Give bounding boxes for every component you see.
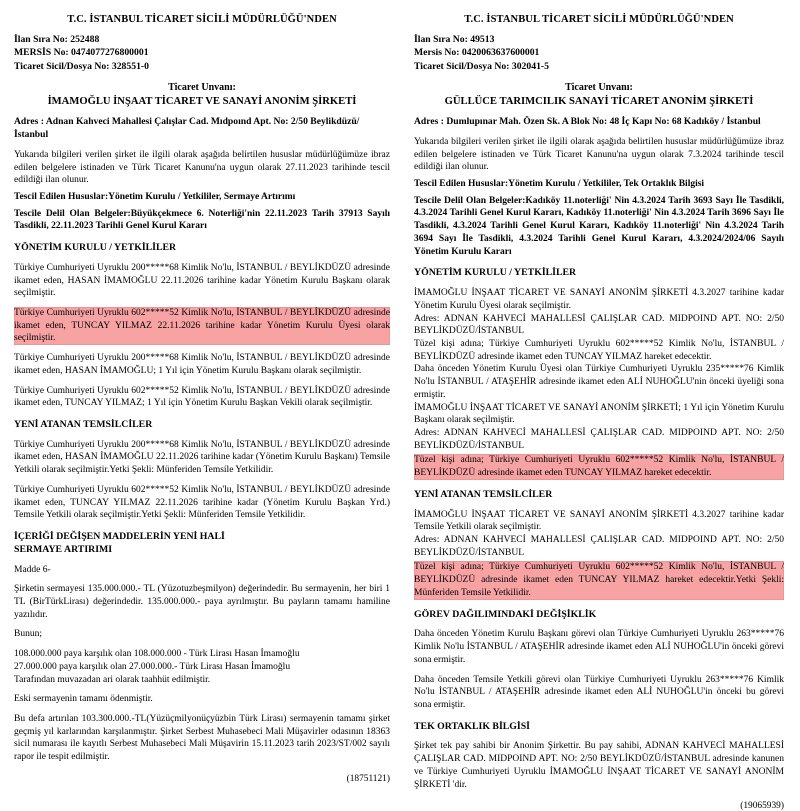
right-representatives-highlight: Tüzel kişi adına; Türkiye Cumhuriyeti Uyruklu 602*****52 Kimlik No'lu, İSTANBUL / BEYLİKDÜZÜ adresinde ikamet eden TUNCAY YILMAZ hareket edecektir.Yetki Şekli: Münferiden Temsile Yetkilidir.: [414, 562, 784, 598]
right-representatives-p2: Adres: ADNAN KAHVECİ MAHALLESİ ÇALIŞLAR CAD. MIDPOIND APT. NO: 2/50 BEYLİKDÜZÜ/İSTANBUL: [414, 535, 784, 558]
left-trade-title-value: İMAMOĞLU İNŞAAT TİCARET VE SANAYİ ANONİM ŞİRKETİ: [47, 95, 357, 107]
left-section-representatives-title: YENİ ATANAN TEMSİLCİLER: [14, 419, 153, 431]
left-trade-title-block: [14, 81, 390, 109]
left-ticaret-sicil-no: Ticaret Sicil/Dosya No: 328551-0: [14, 60, 149, 72]
left-capital-p5: Tarafından muvazadan ari olarak taahhüt edilmiştir.: [14, 674, 211, 685]
right-section-duty-change-title: GÖREV DAĞILIMINDAKİ DEĞİŞİKLİK: [414, 608, 597, 620]
right-reference-number: (19065939): [740, 801, 784, 811]
left-trade-title-label: Ticaret Unvanı:: [168, 82, 236, 94]
right-board-p1: İMAMOĞLU İNŞAAT TİCARET VE SANAYİ ANONİM ŞİRKETİ 4.3.2027 tarihine kadar Yönetim Kurulu Üyesi olarak seçilmiştir.: [414, 288, 784, 311]
right-section-sole-shareholder-title: TEK ORTAKLIK BİLGİSİ: [414, 720, 530, 732]
left-ilan-sira-no: İlan Sıra No: 252488: [14, 34, 100, 45]
right-trade-title-label: Ticaret Unvanı:: [565, 82, 633, 94]
right-section-representatives-title: YENİ ATANAN TEMSİLCİLER: [414, 488, 553, 500]
left-board-p1: Türkiye Cumhuriyeti Uyruklu 200*****68 Kimlik No'lu, İSTANBUL / BEYLİKDÜZÜ adresinde ikamet eden, HASAN İMAMOĞLU 22.11.2026 tarihine kadar Yönetim Kurulu Başkanı olarak seçilmiştir.: [14, 262, 390, 299]
right-trade-title-value: GÜLLÜCE TARIMCILIK SANAYİ TİCARET ANONİM ŞİRKETİ: [444, 95, 754, 107]
left-capital-p7: Bu defa artırılan 103.300.000.-TL(Yüzüçmilyonüçyüzbin Türk Lirası) sermayenin tamamı şirket geçmiş yıl karlarından karşılanmıştır. Şirket Serbest Muhasebeci Mali Müşavirler odasının 18363 sicil numarası ile kayıtlı Serbest Muhasebeci Mali Müşavirin 15.11.2023 tarih 2023/ST/002 sayılı rapor ile tespit edilmiştir.: [14, 714, 390, 763]
left-board-p3: Türkiye Cumhuriyeti Uyruklu 602*****52 Kimlik No'lu, İSTANBUL / BEYLİKDÜZÜ adresinde ikamet eden, TUNCAY YILMAZ; 1 Yıl için Yönetim Kurulu Başkan Vekili olarak seçilmiştir.: [14, 385, 390, 409]
left-identifiers: [14, 33, 390, 73]
left-board-p2: Türkiye Cumhuriyeti Uyruklu 200*****68 Kimlik No'lu, İSTANBUL / BEYLİKDÜZÜ adresinde ikamet eden, HASAN İMAMOĞLU; 1 Yıl için Yönetim Kurulu Başkanı olarak seçilmiştir.: [14, 353, 390, 376]
left-intro-paragraph: Yukarıda bilgileri verilen şirket ile ilgili olarak aşağıda belirtilen hususlar müdürlüğümüze ibraz edilen belgelere istinaden ve Türk Ticaret Kanunu'na uygun olarak 27.11.2023 tarihinde tescil edildiği ilan olunur.: [14, 149, 390, 186]
right-board-p3: Tüzel kişi adına; Türkiye Cumhuriyeti Uyruklu 602*****52 Kimlik No'lu, İSTANBUL / BEYLİKDÜZÜ adresinde ikamet eden TUNCAY YILMAZ hareket edecektir.: [414, 338, 784, 362]
right-board-p2: Adres: ADNAN KAHVECİ MAHALLESİ ÇALIŞLAR CAD. MIDPOIND APT. NO: 2/50 BEYLİKDÜZÜ/İSTANBUL: [414, 313, 784, 337]
left-representatives-p2: Türkiye Cumhuriyeti Uyruklu 602*****52 Kimlik No'lu, İSTANBUL / BEYLİKDÜZÜ adresinde ikamet eden, TUNCAY YILMAZ 22.11.2026 tarihine kadar (Yönetim Kurulu Başkan Yrd.) Temsile Yetkili olarak seçilmiştir.Yetki Şekli: Münferiden Temsile Yetkilidir.: [14, 484, 390, 521]
right-tescile-delil-belgeler: Tescile Delil Olan Belgeler:Kadıköy 11.noterliği' Nin 4.3.2024 Tarih 3693 Sayı İle Tasdikli, 4.3.2024 Tarihli Genel Kurul Kararı, Kadıköy 11.noterliği' Nin 4.3.2024 Tarih 3696 Sayı İle Tasdikli, 4.3.2024 Tarihli Genel Kurul Kararı, Kadıköy 11.noterliği' Nin 4.3.2024 Tarih 3694 Sayı İle Tasdikli, 4.3.2024 Tarihli Genel Kurul Kararı, 4.3.2024/2024/06 Sayılı Yönetim Kurulu Kararı: [414, 195, 784, 257]
right-notice-column: [408, 10, 784, 811]
right-duty-change-p1: Daha önceden Yönetim Kurulu Başkanı görevi olan Türkiye Cumhuriyeti Uyruklu 263*****76 Kimlik No'lu İSTANBUL / ATAŞEHİR adresinde ikamet eden ALİ NUHOĞLU'in önceki görevi sona ermiştir.: [414, 629, 784, 665]
left-capital-p4: 27.000.000 paya karşılık olan 27.000.000.- Türk Lirası Hasan İmamoğlu: [14, 661, 291, 672]
right-address: [414, 116, 784, 129]
left-address-label: Adres :: [14, 115, 44, 127]
right-intro-paragraph: Yukarıda bilgileri verilen şirket ile ilgili olarak aşağıda belirtilen hususlar müdürlüğümüze ibraz edilen belgelere istinaden ve Türk Ticaret Kanunu'na uygun olarak 7.3.2024 tarihinde tescil edildiği ilan olunur.: [414, 136, 784, 173]
right-board-highlight: Tüzel kişi adına; Türkiye Cumhuriyeti Uyruklu 602*****52 Kimlik No'lu, İSTANBUL / BEYLİKDÜZÜ adresinde ikamet eden TUNCAY YILMAZ hareket edecektir.: [414, 455, 784, 479]
right-tescil-edilen-hususlar: Tescil Edilen Hususlar:Yönetim Kurulu / Yetkililer, Tek Ortaklık Bilgisi: [414, 179, 705, 190]
left-mersis-no: MERSİS No: 0474077276800001: [14, 47, 149, 59]
right-address-value: Dumlupınar Mah. Özen Sk. A Blok No: 48 İç Kapı No: 68 Kadıköy / İstanbul: [446, 115, 761, 127]
right-ilan-sira-no: İlan Sıra No: 49513: [414, 34, 495, 45]
right-ticaret-sicil-no: Ticaret Sicil/Dosya No: 302041-5: [414, 60, 549, 72]
right-trade-title-block: [414, 81, 784, 109]
left-section-amended-articles-title: İÇERİĞİ DEĞİŞEN MADDELERİN YENİ HALİ: [14, 531, 225, 543]
right-section-board-title: YÖNETİM KURULU / YETKİLİLER: [414, 267, 577, 279]
left-article-number: Madde 6-: [14, 564, 51, 575]
left-registry-header: T.C. İSTANBUL TİCARET SİCİLİ MÜDÜRLÜĞÜ'NDEN: [67, 14, 337, 25]
left-tescil-edilen-hususlar: Tescil Edilen Hususlar:Yönetim Kurulu / Yetkililer, Sermaye Artırımı: [14, 191, 296, 202]
left-section-board-title: YÖNETİM KURULU / YETKİLİLER: [14, 242, 177, 254]
right-mersis-no: Mersis No: 0420063637600001: [414, 47, 540, 59]
left-address-value: Adnan Kahveci Mahallesi Çalışlar Cad. Mıdpoınd Apt. No: 2/50 Beylikdüzü/İstanbul: [14, 115, 360, 140]
right-board-p6: Adres: ADNAN KAHVECİ MAHALLESİ ÇALIŞLAR CAD. MIDPOIND APT. NO: 2/50 BEYLİKDÜZÜ/İSTANBUL: [414, 427, 784, 451]
right-board-p4: Daha önceden Yönetim Kurulu Üyesi olan Türkiye Cumhuriyeti Uyruklu 235*****76 Kimlik No'lu İSTANBUL / ATAŞEHİR adresinde ikamet eden ALİ NUHOĞLU'nin önceki üyeliği sona ermiştir.: [414, 364, 784, 400]
left-section-capital-increase-title: SERMAYE ARTIRIMI: [14, 543, 113, 555]
right-duty-change-p2: Daha önceden Temsile Yetkili görevi olan Türkiye Cumhuriyeti Uyruklu 263*****76 Kimlik No'lu İSTANBUL / ATAŞEHİR adresinde ikamet eden ALİ NUHOĞLU'in önceki bu görevi sona ermiştir.: [414, 674, 784, 710]
right-board-p5: İMAMOĞLU İNŞAAT TİCARET VE SANAYİ ANONİM ŞİRKETİ; 1 Yıl için Yönetim Kurulu Başkanı olarak seçilmiştir.: [414, 402, 784, 426]
right-identifiers: [414, 33, 784, 73]
left-capital-p3: 108.000.000 paya karşılık olan 108.000.000 - Türk Lirası Hasan İmamoğlu: [14, 649, 300, 660]
right-representatives-p1: İMAMOĞLU İNŞAAT TİCARET VE SANAYİ ANONİM ŞİRKETİ 4.3.2027 tarihine kadar Temsile Yetkili olarak seçilmiştir.: [414, 509, 784, 533]
right-address-label: Adres :: [414, 115, 444, 127]
left-tescile-delil-belgeler: Tescile Delil Olan Belgeler:Büyükçekmece 6. Noterliği'nin 22.11.2023 Tarih 37913 Sayılı Tasdikli, 22.11.2023 Tarihli Genel Kurul Kararı: [14, 208, 390, 232]
left-reference-number: (18751121): [346, 773, 390, 784]
left-capital-p6: Eski sermayenin tamamı ödenmiştir.: [14, 694, 153, 705]
left-board-highlight: Türkiye Cumhuriyeti Uyruklu 602*****52 Kimlik No'lu, İSTANBUL / BEYLİKDÜZÜ adresinde ikamet eden, TUNCAY YILMAZ 22.11.2026 tarihine kadar Yönetim Kurulu Üyesi olarak seçilmiştir.: [14, 308, 390, 344]
left-capital-p1: Şirketin sermayesi 135.000.000.- TL (Yüzotuzbeşmilyon) değerindedir. Bu sermayenin, her biri 1 TL (BirTürkLirası) değerindedir. 135.000.000.- paya ayrılmıştır. Bu payların tamamı hamiline yazılıdır.: [14, 584, 390, 620]
left-representatives-p1: Türkiye Cumhuriyeti Uyruklu 200*****68 Kimlik No'lu, İSTANBUL / BEYLİKDÜZÜ adresinde ikamet eden, HASAN İMAMOĞLU 22.11.2026 tarihine kadar (Yönetim Kurulu Başkanı) Temsile Yetkili olarak seçilmiştir.Yetki Şekli: Münferiden Temsile Yetkilidir.: [14, 439, 390, 476]
left-capital-p2: Bunun;: [14, 629, 42, 640]
right-registry-header: T.C. İSTANBUL TİCARET SİCİLİ MÜDÜRLÜĞÜ'NDEN: [464, 14, 734, 25]
left-notice-column: [14, 10, 390, 784]
left-address: [14, 116, 390, 142]
right-sole-shareholder-p1: Şirket tek pay sahibi bir Anonim Şirkettir. Bu pay sahibi, ADNAN KAHVECİ MAHALLESİ ÇALIŞLAR CAD. MIDPOIND APT. NO: 2/50 BEYLİKDÜZÜ/İSTANBUL adresinde kanunen ve Türkiye Cumhuriyeti Uyruklu İMAMOĞLU İNŞAAT TİCARET VE SANAYİ ANONİM ŞİRKETİ 'dir.: [414, 741, 784, 790]
